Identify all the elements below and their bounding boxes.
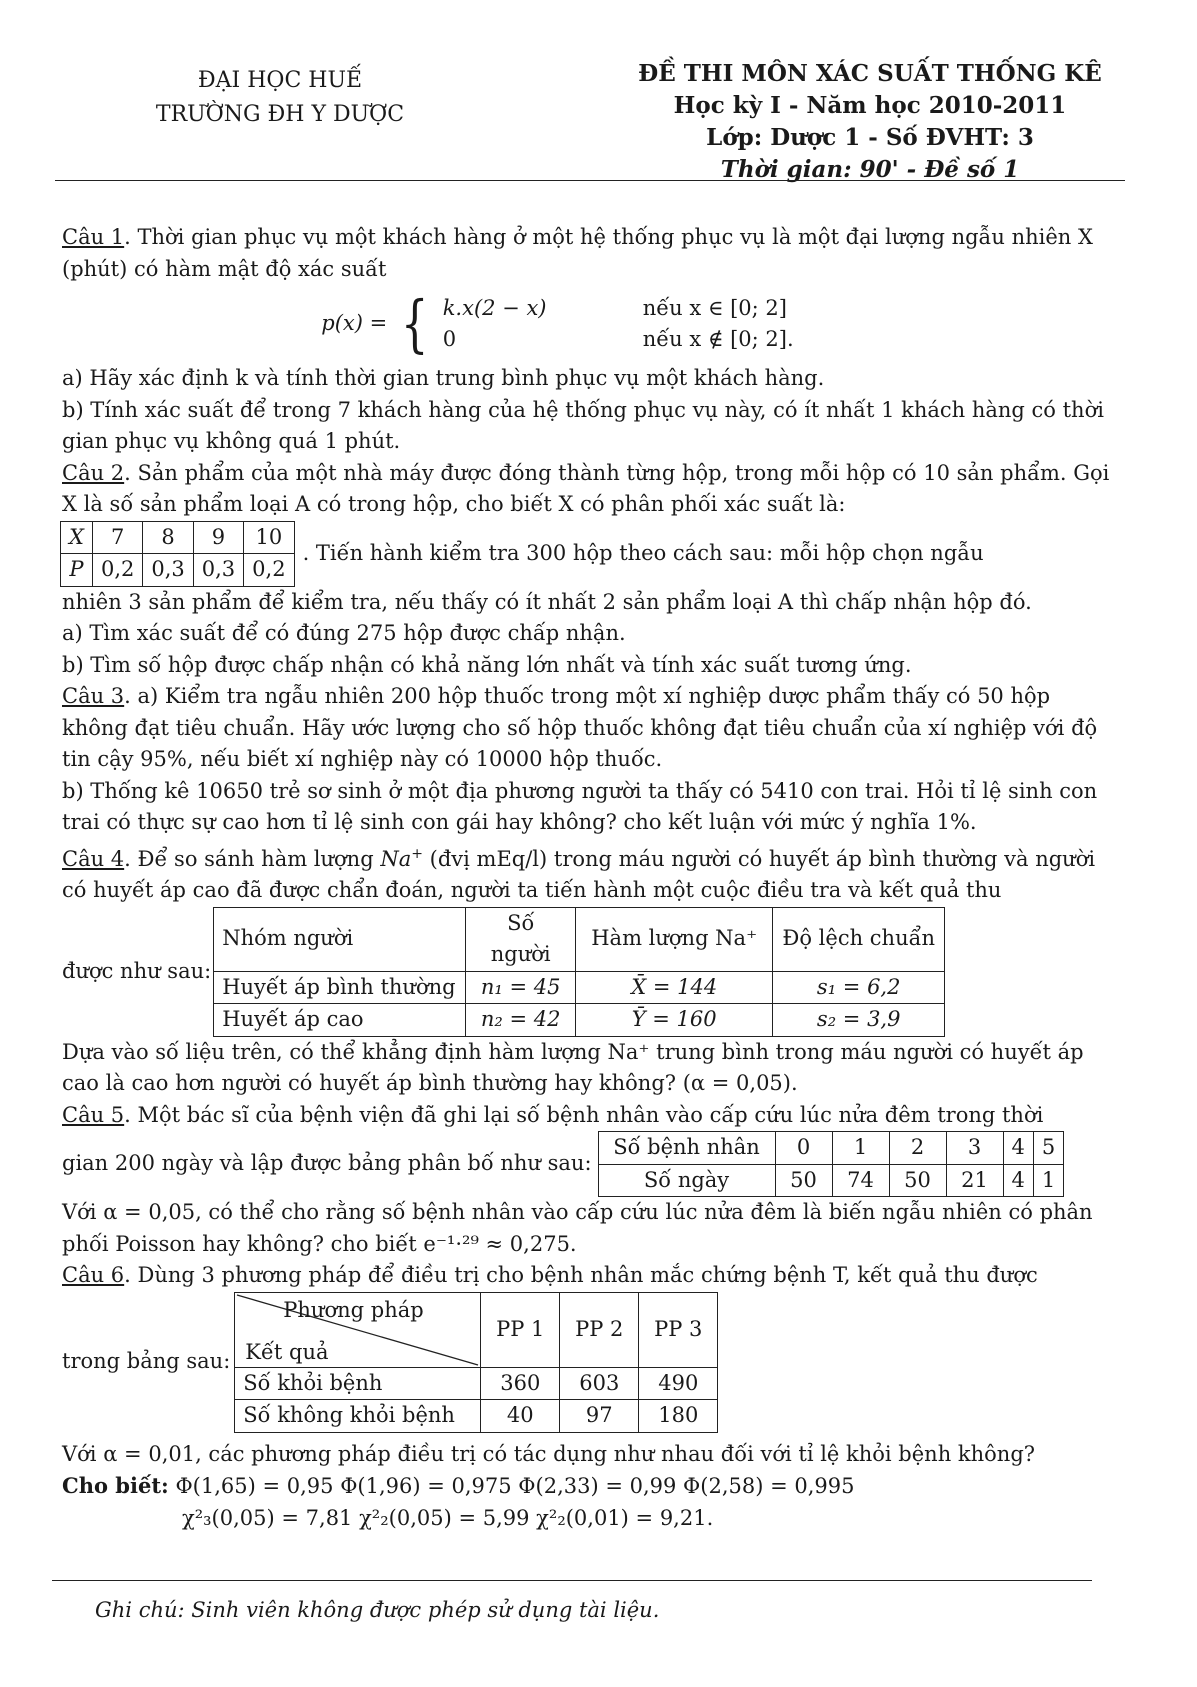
- table-cell: P: [61, 554, 93, 587]
- q2-part-a: a) Tìm xác suất để có đúng 275 hộp được chấp nhận.: [62, 621, 626, 645]
- q1-intro: [62, 222, 1122, 285]
- table-cell: Số khỏi bệnh: [235, 1367, 481, 1400]
- q4-table-row: [62, 907, 1122, 1037]
- table-row: [235, 1400, 718, 1433]
- q4-label: Câu 4: [62, 846, 125, 871]
- table-cell: X: [61, 521, 93, 554]
- formula-lhs: p(x) =: [321, 311, 388, 336]
- table-cell: 4: [1003, 1164, 1033, 1197]
- given-label: Cho biết:: [62, 1473, 169, 1498]
- table-cell: 603: [560, 1367, 639, 1400]
- footer-note: Ghi chú: Sinh viên không được phép sử dụng tài liệu.: [95, 1598, 660, 1622]
- q2-table-row: [62, 521, 1122, 587]
- exam-time: Thời gian: 90' - Đề số 1: [720, 156, 1020, 183]
- corner-bottom-label: Kết quả: [245, 1339, 329, 1364]
- table-cell: 21: [946, 1164, 1003, 1197]
- table-cell: Huyết áp cao: [214, 1004, 466, 1037]
- table-cell: 4: [1003, 1132, 1033, 1165]
- table-cell: 1: [1033, 1164, 1063, 1197]
- diagonal-header-cell: [235, 1292, 481, 1367]
- na-symbol: Na: [380, 846, 412, 871]
- q5-label: Câu 5: [62, 1102, 125, 1127]
- table-cell: 3: [946, 1132, 1003, 1165]
- table-cell: 180: [639, 1400, 718, 1433]
- na-charge: +: [411, 845, 423, 862]
- exam-title: ĐỀ THI MÔN XÁC SUẤT THỐNG KÊ: [638, 60, 1102, 87]
- q3-part-b: b) Thống kê 10650 trẻ sơ sinh ở một địa phương người ta thấy có 5410 con trai. Hỏi tỉ lệ sinh con trai có thực sự cao hơn tỉ lệ sinh con gái hay không? cho kết luận với mức ý nghĩa 1%.: [62, 778, 1098, 834]
- given-chi-values: χ²₃(0,05) = 7,81 χ²₂(0,05) = 5,99 χ²₂(0,01) = 9,21.: [182, 1505, 714, 1530]
- table-cell: 1: [832, 1132, 889, 1165]
- table-cell: 0,2: [92, 554, 142, 587]
- q2-text: . Sản phẩm của một nhà máy được đóng thành từng hộp, trong mỗi hộp có 10 sản phẩm. Gọi X là số sản phẩm loại A có trong hộp, cho biết X có phân phối xác suất là:: [62, 460, 1110, 516]
- q1-text: . Thời gian phục vụ một khách hàng ở một hệ thống phục vụ là một đại lượng ngẫu nhiên X (phút) có hàm mật độ xác suất: [62, 225, 1093, 281]
- table-cell: n₂ = 42: [466, 1004, 576, 1037]
- q4-text-a: . Để so sánh hàm lượng: [124, 846, 381, 871]
- table-cell: X̄ = 144: [576, 971, 773, 1004]
- q6-question: Với α = 0,01, các phương pháp điều trị có tác dụng như nhau đối với tỉ lệ khỏi bệnh không?: [62, 1441, 1036, 1466]
- q1-part-a: a) Hãy xác định k và tính thời gian trung bình phục vụ một khách hàng.: [62, 366, 825, 390]
- table-cell: 0,3: [193, 554, 243, 587]
- q2-intro: [62, 458, 1122, 521]
- table-cell: 0: [775, 1132, 832, 1165]
- q6-table-row: [62, 1292, 1122, 1433]
- q5-intro: [62, 1100, 1122, 1132]
- school-name: TRƯỜNG ĐH Y DƯỢC: [155, 102, 405, 127]
- q5-frequency-table: [598, 1131, 1065, 1197]
- q6-text: . Dùng 3 phương pháp để điều trị cho bệnh nhân mắc chứng bệnh T, kết quả thu được: [124, 1263, 1038, 1287]
- table-cell: 7: [92, 521, 142, 554]
- table-cell: n₁ = 45: [466, 971, 576, 1004]
- q2-label: Câu 2: [62, 460, 125, 485]
- table-row: [61, 554, 295, 587]
- table-cell: s₂ = 3,9: [773, 1004, 945, 1037]
- q1-label: Câu 1: [62, 225, 125, 249]
- corner-top-label: Phương pháp: [283, 1297, 424, 1322]
- university-name: ĐẠI HỌC HUẾ: [197, 68, 363, 93]
- table-cell: 40: [481, 1400, 560, 1433]
- exam-body: [62, 222, 1122, 1534]
- header-divider: [55, 180, 1125, 181]
- table-row: [214, 1004, 945, 1037]
- table-row: [235, 1367, 718, 1400]
- table-cell: 2: [889, 1132, 946, 1165]
- q4-data-table: [213, 907, 945, 1037]
- case1-expr: k.x(2 − x): [442, 296, 547, 320]
- brace-symbol: {: [401, 287, 429, 360]
- table-cell: 5: [1033, 1132, 1063, 1165]
- table-cell: Ȳ = 160: [576, 1004, 773, 1037]
- q3-part-a: . a) Kiểm tra ngẫu nhiên 200 hộp thuốc trong một xí nghiệp dược phẩm thấy có 50 hộp không đạt tiêu chuẩn. Hãy ước lượng cho số hộp thuốc không đạt tiêu chuẩn của xí nghiệp với độ tin cậy 95%, nếu biết xí nghiệp này có 10000 hộp thuốc.: [62, 684, 1098, 771]
- table-cell: Số không khỏi bệnh: [235, 1400, 481, 1433]
- table-row: [214, 971, 945, 1004]
- given-phi-values: Φ(1,65) = 0,95 Φ(1,96) = 0,975 Φ(2,33) = 0,99 Φ(2,58) = 0,995: [175, 1474, 855, 1498]
- table-header-cell: Hàm lượng Na⁺: [576, 907, 773, 971]
- table-header-cell: Nhóm người: [214, 907, 466, 971]
- table-row: [61, 521, 295, 554]
- q6-label: Câu 6: [62, 1263, 125, 1287]
- table-cell: 97: [560, 1400, 639, 1433]
- q2-text-3: nhiên 3 sản phẩm để kiểm tra, nếu thấy có ít nhất 2 sản phẩm loại A thì chấp nhận hộp đó.: [62, 589, 1032, 614]
- table-cell: 8: [143, 521, 193, 554]
- table-cell: 50: [775, 1164, 832, 1197]
- table-cell: 360: [481, 1367, 560, 1400]
- table-header-cell: PP 1: [481, 1292, 560, 1367]
- table-cell: Huyết áp bình thường: [214, 971, 466, 1004]
- formula-cases: [443, 293, 863, 355]
- case1-cond: nếu x ∈ [0; 2]: [642, 296, 787, 320]
- exam-term: Học kỳ I - Năm học 2010-2011: [673, 92, 1067, 119]
- given-values: [62, 1470, 1122, 1503]
- table-row: [598, 1132, 1064, 1165]
- q6-intro: [62, 1260, 1122, 1292]
- q3-label: Câu 3: [62, 684, 125, 708]
- table-header-cell: Độ lệch chuẩn: [773, 907, 945, 971]
- q5-question: Với α = 0,05, có thể cho rằng số bệnh nhân vào cấp cứu lúc nửa đêm là biến ngẫu nhiên có phân phối Poisson hay không? cho biết e⁻¹·²⁹ ≈ 0,275.: [62, 1200, 1093, 1256]
- q1-density-formula: [62, 287, 1122, 360]
- q4-text-b: (đvị mEq/l) trong máu người có huyết áp bình thường và người có huyết áp cao đã được chẩn đoán, người ta tiến hành một cuộc điều tra và kết quả thu: [62, 846, 1096, 902]
- q2-part-b: b) Tìm số hộp được chấp nhận có khả năng lớn nhất và tính xác suất tương ứng.: [62, 652, 912, 677]
- table-cell: 74: [832, 1164, 889, 1197]
- q1-part-b: b) Tính xác suất để trong 7 khách hàng của hệ thống phục vụ này, có ít nhất 1 khách hàng có thời gian phục vụ không quá 1 phút.: [62, 397, 1104, 453]
- table-cell: s₁ = 6,2: [773, 971, 945, 1004]
- exam-class: Lớp: Dược 1 - Số ĐVHT: 3: [706, 124, 1034, 151]
- q2-distribution-table: [60, 521, 295, 587]
- table-header-cell: Số người: [466, 907, 576, 971]
- table-row: [235, 1292, 718, 1367]
- table-cell: 0,3: [143, 554, 193, 587]
- q2-text-2: . Tiến hành kiểm tra 300 hộp theo cách sau: mỗi hộp chọn ngẫu: [302, 540, 984, 565]
- q6-contingency-table: [234, 1292, 718, 1433]
- table-cell: 0,2: [244, 554, 294, 587]
- q5-lead: gian 200 ngày và lập được bảng phân bố như sau:: [62, 1151, 592, 1176]
- table-row: [598, 1164, 1064, 1197]
- table-row: [214, 907, 945, 971]
- table-cell: 10: [244, 521, 294, 554]
- q6-lead: trong bảng sau:: [62, 1349, 231, 1374]
- case2-cond: nếu x ∉ [0; 2].: [642, 327, 794, 351]
- table-cell: 490: [639, 1367, 718, 1400]
- q4-question: Dựa vào số liệu trên, có thể khẳng định hàm lượng Na⁺ trung bình trong máu người có huyết áp cao là cao hơn người có huyết áp bình thường hay không? (α = 0,05).: [62, 1039, 1084, 1095]
- q4-intro: [62, 839, 1122, 907]
- university-header: [150, 64, 410, 132]
- q3-part-a-line: [62, 681, 1122, 776]
- table-cell: Số ngày: [598, 1164, 775, 1197]
- table-header-cell: PP 2: [560, 1292, 639, 1367]
- footer-divider: [52, 1580, 1092, 1581]
- exam-header: [620, 58, 1120, 186]
- table-cell: 9: [193, 521, 243, 554]
- case2-expr: 0: [442, 327, 457, 351]
- table-header-cell: PP 3: [639, 1292, 718, 1367]
- table-cell: Số bệnh nhân: [598, 1132, 775, 1165]
- table-cell: 50: [889, 1164, 946, 1197]
- q5-text: . Một bác sĩ của bệnh viện đã ghi lại số bệnh nhân vào cấp cứu lúc nửa đêm trong thời: [124, 1102, 1044, 1127]
- q4-lead: được như sau:: [62, 958, 212, 983]
- q5-table-row: [62, 1131, 1122, 1197]
